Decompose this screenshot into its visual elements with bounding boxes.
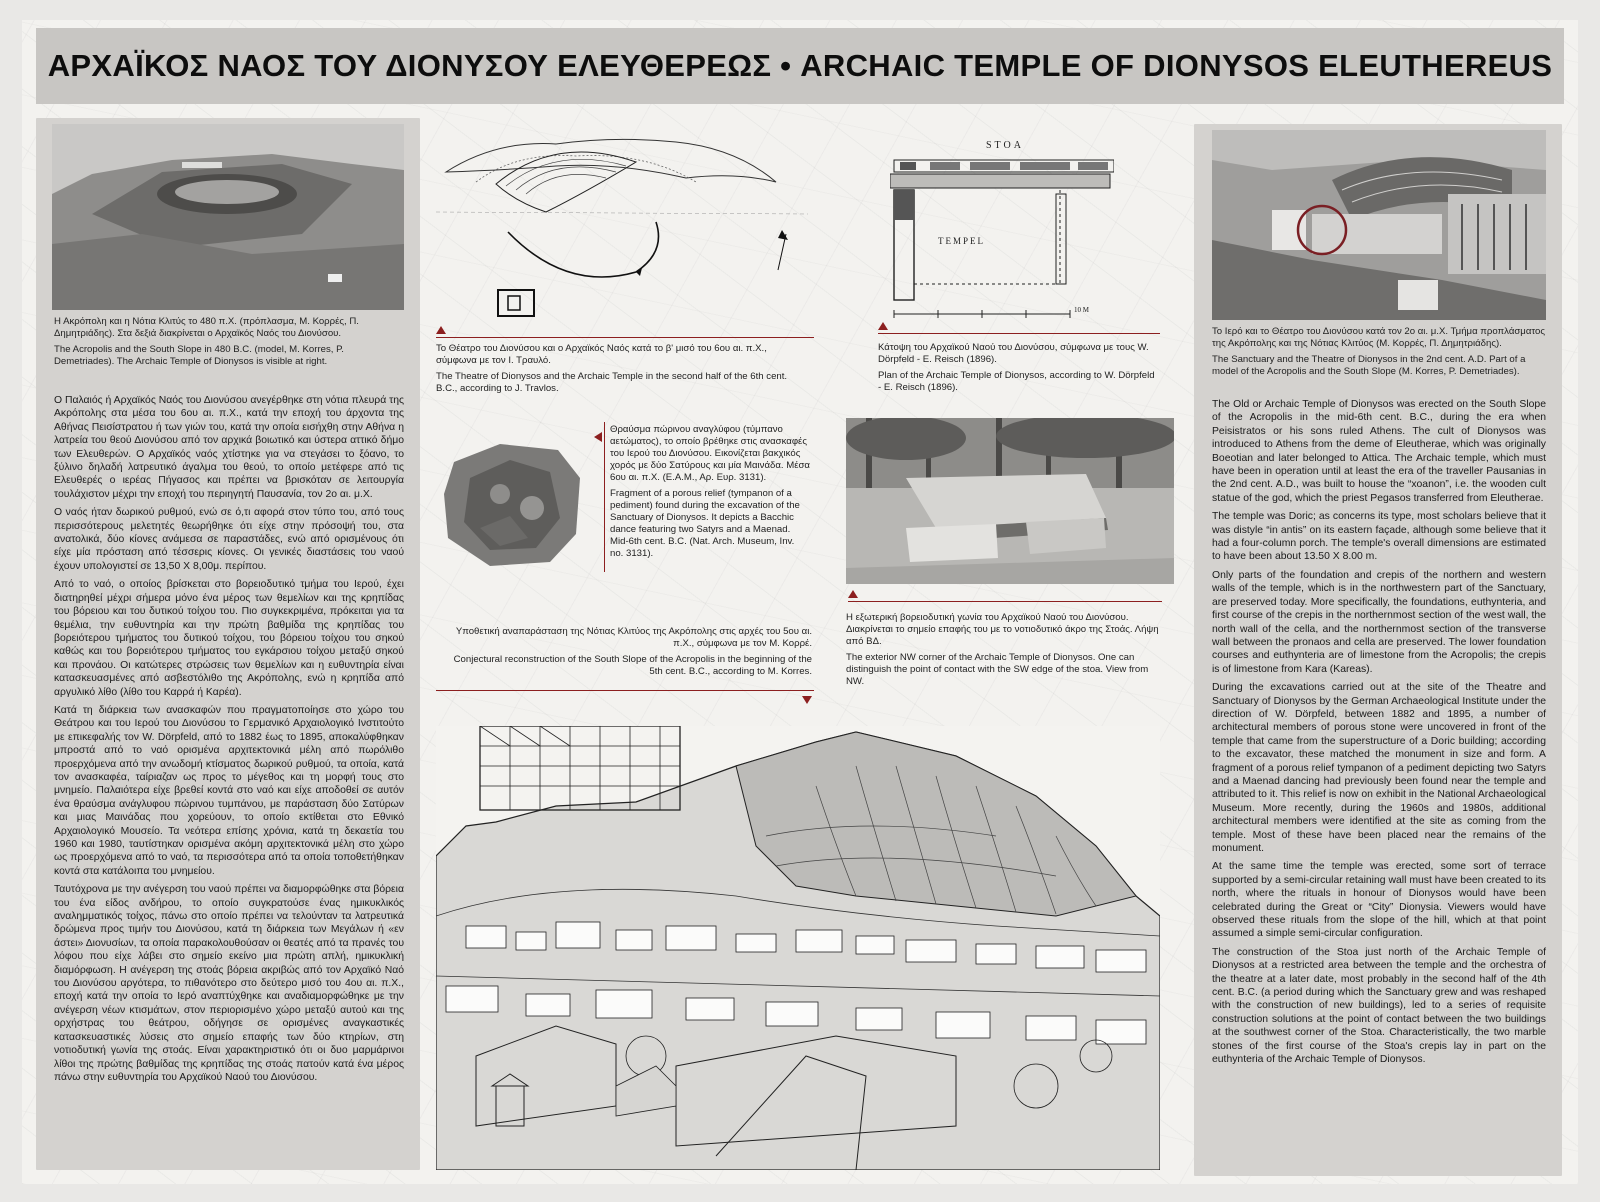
reconstruction-caption bbox=[440, 626, 812, 682]
divider-line bbox=[878, 333, 1160, 334]
caption-english: Plan of the Archaic Temple of Dionysos, according to W. Dörpfeld - E. Reisch (1896). bbox=[878, 370, 1155, 393]
tempel-label: TEMPEL bbox=[938, 236, 985, 246]
paragraph: During the excavations carried out at the site of the Theatre and Sanctuary of Dionysos by the German Archaeological Institute under the direction of W. Dörpfeld, between 1882 and 1895, a number of architectural members of porous stone were uncovered in front of the temple that came from the superstructure of a Doric building; according to the excavator, these matched the monument in size and form. A fragment of a porous relief tympanon of a pediment depicting two Satyrs and a Maenad dancing had previously been found near the temple and attributed to it. This relief is now on exhibit in the National Archaeological Museum. More recently, during the 1960s and 1980s, additional architectural members were identified at the site as coming from the temple. Most of these have been placed near the remains of the monument. bbox=[1212, 682, 1546, 854]
divider-line bbox=[436, 690, 814, 691]
nw-corner-photo-caption bbox=[846, 612, 1164, 692]
divider-line bbox=[436, 337, 814, 338]
ground-plan-caption bbox=[878, 342, 1160, 398]
paragraph: Ο ναός ήταν δωρικού ρυθμού, ενώ σε ό,τι αφορά στον τύπο του, από τους περισσότερους μελετητές θεωρήθηκε ότι είχε στην πρόσοψή του, στα ανατολικά, δύο κίονες ανάμεσα σε παραστάδες, ενώ από ορισμένους ότι είχε μία πρόσταση από τέσσερις κίονες. Οι γενικές διαστάσεις του ναού έχουν υπολογιστεί σε 13,50 Χ 8,00μ. περίπου. bbox=[54, 507, 404, 572]
scale-label: 10 M bbox=[1074, 306, 1089, 314]
caption-english: The exterior NW corner of the Archaic Temple of Dionysos. One can distinguish the point of contact with the SW edge of the stoa. View from NW. bbox=[846, 652, 1149, 687]
paragraph: The Old or Archaic Temple of Dionysos was erected on the South Slope of the Acropolis in the mid-6th cent. B.C., during the era when Peisistratos or his sons ruled Athens. The cult of Dionysos was introduced to Athens from the deme of Eleutherae, which was originally Boeotian and later belonged to Attica. The Archaic temple, which must have been in operation until at least the era of the traveller Pausanias in the 2nd cent. A.D., was built to house the “xoanon”, i.e. the wooden cult statue of the god, which the priest Pegasos transferred from Eleutherae. bbox=[1212, 399, 1546, 504]
relief-caption bbox=[610, 424, 810, 564]
caption-greek: Η Ακρόπολη και η Νότια Κλιτύς το 480 π.Χ. (πρόπλασμα, Μ. Κορρές, Π. Δημητριάδης). Στα δεξιά διακρίνεται ο Αρχαϊκός Ναός του Διονύσου. bbox=[54, 316, 359, 339]
acropolis-model-480bc-image bbox=[52, 124, 404, 310]
porous-relief-fragment-image bbox=[440, 438, 586, 568]
page-title: ΑΡΧΑΪΚΟΣ ΝΑΟΣ ΤΟΥ ΔΙΟΝΥΣΟΥ ΕΛΕΥΘΕΡΕΩΣ • ARCHAIC TEMPLE OF DIONYSOS ELEUTHEREUS bbox=[47, 48, 1553, 83]
right-text-panel bbox=[1194, 124, 1562, 1176]
caption-pointer-triangle bbox=[436, 326, 446, 334]
right-body-text bbox=[1212, 398, 1546, 1072]
paragraph: The construction of the Stoa just north of the Archaic Temple of Dionysos at a restricted area between the temple and the orchestra of the theatre at a later date, most probably in the second half of the 4th cent. B.C. (a period during which the Sanctuary grew and was reshaped with the construction of new buildings), led to a series of requisite construction solutions at the point of contact between the two buildings at the southwest corner of the Stoa. Characteristically, the two marble stones of the first course of the Stoa's crepis lay in part on the euthynteria of the Archaic Temple of Dionysos. bbox=[1212, 946, 1546, 1066]
caption-greek: Το Ιερό και το Θέατρο του Διονύσου κατά τον 2ο αι. μ.Χ. Τμήμα προπλάσματος της Ακρόπολης και της Νότιας Κλιτύος (Μ. Κορρές, Π. Δημητριάδης). bbox=[1212, 326, 1545, 349]
caption-pointer-triangle bbox=[848, 590, 858, 598]
paragraph: Ο Παλαιός ή Αρχαϊκός Ναός του Διονύσου ανεγέρθηκε στη νότια πλευρά της Ακρόπολης στα μέσα του 6ου αι. π.Χ., κατά την εποχή του άρχοντα της Αθήνας Πεισίστρατου ή των γιών του, κατά την οποία εισήχθη στην Αθήνα η λατρεία του θεού Διονύσου από τον αρχικά βοιωτικό και ύστερα αττικό δήμο των Ελευθερών. Ο Αρχαϊκός ναός χτίστηκε για να στεγάσει το ξόανο, το ξύλινο δηλαδή λατρευτικό άγαλμα του θεού, το οποίο μετέφερε από τις Ελευθερές ο ιερέας Πήγασος και πρέπει να βρισκόταν σε λειτουργία τουλάχιστον μέχρι την εποχή του περιηγητή Παυσανία, τον 2ο αι. μ.Χ. bbox=[54, 395, 404, 500]
left-image-caption bbox=[54, 316, 402, 372]
paragraph: Only parts of the foundation and crepis of the northern and western walls of the temple, which is in the northwestern part of the Sanctuary, are preserved today. More specifically, the foundations, euthynteria, and first course of the crepis in the northernmost section of the west wall, the north wall of the cella, and the northernmost section of the transverse wall between the pronaos and cella are preserved. The lower foundation courses and euthynteria are of limestone from the Acropolis; the crepis is of limestone from Kara (Kareas). bbox=[1212, 569, 1546, 675]
divider-line bbox=[848, 601, 1162, 602]
paragraph: Κατά τη διάρκεια των ανασκαφών που πραγματοποίησε στο χώρο του Θεάτρου και του Ιερού του Διονύσου το Γερμανικό Αρχαιολογικό Ινστιτούτο με επικεφαλής τον W. Dörpfeld, από το 1882 έως το 1895, αποκαλύφθηκαν μπροστά από το ναό ορισμένα αρχιτεκτονικά μέλη από πωρόλιθο προερχόμενα από την ανωδομή κτίσματος δωρικού ρυθμού, τα οποία, κατά τον ανασκαφέα, ταίριαζαν ως προς το μέγεθος και τη μορφή τους στο μνημείο. Παλαιότερα είχε βρεθεί κοντά στο ναό και είχε αποδοθεί σε αυτόν ένα θραύσμα ανάγλυφου πώρινου τυμπάνου, με παράσταση δύο Σατύρων και μιας Μαινάδας που χορεύουν, το οποίο εκτίθεται στο Εθνικό Αρχαιολογικό Μουσείο. Τα νεότερα επίσης χρόνια, κατά τη δεκαετία του 1960 και 1980, ταυτίστηκαν ορισμένα ακόμη αρχιτεκτονικά μέλη στο χώρο ως προερχόμενα από το ναό, τα περισσότερα από τα οποία τοποθετήθηκαν κοντά στα κατάλοιπα του μνημείου. bbox=[54, 704, 404, 877]
caption-pointer-triangle bbox=[878, 322, 888, 330]
temple-ground-plan-drawing bbox=[890, 134, 1114, 324]
caption-greek: Κάτοψη του Αρχαϊκού Ναού του Διονύσου, σύμφωνα με τους W. Dörpfeld - E. Reisch (1896). bbox=[878, 342, 1149, 365]
caption-pointer-triangle bbox=[802, 696, 812, 704]
paragraph: At the same time the temple was erected, some sort of terrace supported by a semi-circular retaining wall must have been created to its north, where the rituals in honour of Dionysos would have been celebrated during the Great or “City” Dionysia. Viewers would have observed these rituals from the slope of the hill, which at that point assumed a simple semi-circular configuration. bbox=[1212, 861, 1546, 940]
left-body-text bbox=[54, 394, 404, 1089]
stoa-label: STOA bbox=[986, 140, 1024, 151]
relief-caption-border bbox=[604, 422, 605, 572]
caption-english: Fragment of a porous relief (tympanon of a pediment) found during the excavation of the Sanctuary of Dionysos. It depicts a Bacchic dance featuring two Satyrs and a Maenad. Mid-6th cent. B.C. (Nat. Arch. Museum, Inv. no. 3131). bbox=[610, 488, 800, 559]
caption-greek: Υποθετική αναπαράσταση της Νότιας Κλιτύος της Ακρόπολης στις αρχές του 5ου αι. π.Χ., σύμφωνα με τον Μ. Κορρέ. bbox=[455, 626, 812, 649]
caption-english: Conjectural reconstruction of the South Slope of the Acropolis in the beginning of the 5th cent. B.C., according to M. Korres. bbox=[453, 654, 812, 677]
theatre-plan-drawing bbox=[436, 122, 808, 334]
caption-greek: Θραύσμα πώρινου αναγλύφου (τύμπανο αετώματος), το οποίο βρέθηκε στις ανασκαφές του Ιερού του Διονύσου. Εικονίζεται βακχικός χορός με δύο Σατύρους και μία Μαινάδα. Μέσα 6ου αι. π.Χ. (Ε.Α.Μ., Αρ. Ευρ. 3131). bbox=[610, 424, 810, 483]
theatre-plan-caption bbox=[436, 343, 808, 399]
right-image-caption bbox=[1212, 326, 1548, 382]
caption-pointer-triangle bbox=[594, 432, 602, 442]
paragraph: Ταυτόχρονα με την ανέγερση του ναού πρέπει να διαμορφώθηκε στα βόρεια του ένα είδος ανδήρου, το οποίο συγκρατούσε ένας ημικυκλικός αναλημματικός τοίχος, πάνω στο οποίο πρέπει να τελούνταν τα λατρευτικά δρώμενα προς τιμήν του Διονύσου, κατά τη διάρκεια των Μεγάλων ή «εν άστει» Διονυσίων, τα οποία παρακολουθούσαν οι θεατές από τα πρανές του λόφου που είχε λάβει στο σημείο εκείνο μια πρώτη απλή, ημικυκλική διαμόρφωση. Η ανέγερση της στοάς βόρεια ακριβώς από τον Αρχαϊκό Ναό του Διονύσου αργότερα, το πιθανότερο στο δεύτερο μισό του 4ου αι. π.Χ., εποχή κατά την οποία το Ιερό αναπτύχθηκε και αναδιαμορφώθηκε με την ανέγερση νέων κτισμάτων, στον περιορισμένο χώρο μεταξύ αυτού και της ορχήστρας του θεάτρου, οδήγησε σε ορισμένες αναγκαστικές κατασκευαστικές λύσεις στο σημείο επαφής των δύο κτηρίων, στη νοτιοδυτική γωνία της στοάς. Είναι χαρακτηριστικό ότι οι δυο μαρμάρινοι λίθοι της πρώτης βαθμίδας της κρηπίδας της στοάς πατούν κατά ένα μέρος πάνω στην ευθυντηρία του Αρχαϊκού Ναού του Διονύσου. bbox=[54, 884, 404, 1083]
paragraph: Από το ναό, ο οποίος βρίσκεται στο βορειοδυτικό τμήμα του Ιερού, έχει διατηρηθεί μέχρι σήμερα μόνο ένα μέρος των θεμελίων και της κρηπίδας του βόρειου και του δυτικού τοίχου του. Πιο συγκεκριμένα, πρόκειται για τα θεμέλια, την ευθυντηρία και την πρώτη βαθμίδα της κρηπίδας του βορειότερου τμήματος του δυτικού τοίχου, του βόρειου τοίχου του σηκού καθώς και του βορειότερου τμήματος του εγκάρσιου τοίχου μεταξύ σηκού και προνάου. Οι κατώτερες στρώσεις των θεμελίων και η ευθυντηρία είναι κατασκευασμένες από ασβεστόλιθο της Ακρόπολης, ενώ η κρηπίδα από αργυλικό λίθο (λίθο του Καρρά ή Καρέα). bbox=[54, 579, 404, 698]
south-slope-reconstruction-drawing bbox=[436, 726, 1160, 1170]
paragraph: The temple was Doric; as concerns its type, most scholars believe that it was distyle “in antis” on its eastern façade, although some believe that it had a four-column porch. The temple's overall dimensions are estimated to have been about 13.50 X 8.00 m. bbox=[1212, 511, 1546, 563]
caption-greek: Η εξωτερική βορειοδυτική γωνία του Αρχαϊκού Ναού του Διονύσου. Διακρίνεται το σημείο επαφής του με το νοτιοδυτικό άκρο της Στοάς. Λήψη από ΒΔ. bbox=[846, 612, 1159, 647]
temple-nw-corner-photo bbox=[846, 418, 1174, 584]
caption-english: The Acropolis and the South Slope in 480 B.C. (model, M. Korres, P. Demetriades). The Archaic Temple of Dionysos is visible at right. bbox=[54, 344, 344, 367]
left-text-panel bbox=[36, 118, 420, 1170]
caption-english: The Sanctuary and the Theatre of Dionysos in the 2nd cent. A.D. Part of a model of the Acropolis and the South Slope (M. Korres, P. Demetriades). bbox=[1212, 354, 1526, 377]
caption-english: The Theatre of Dionysos and the Archaic Temple in the second half of the 6th cent. B.C., according to J. Travlos. bbox=[436, 371, 788, 394]
title-bar bbox=[36, 28, 1564, 104]
caption-greek: Το Θέατρο του Διονύσου και ο Αρχαϊκός Ναός κατά το β' μισό του 6ου αι. π.Χ., σύμφωνα με τον Ι. Τραυλό. bbox=[436, 343, 767, 366]
sanctuary-model-2nd-cent-image bbox=[1212, 130, 1546, 320]
